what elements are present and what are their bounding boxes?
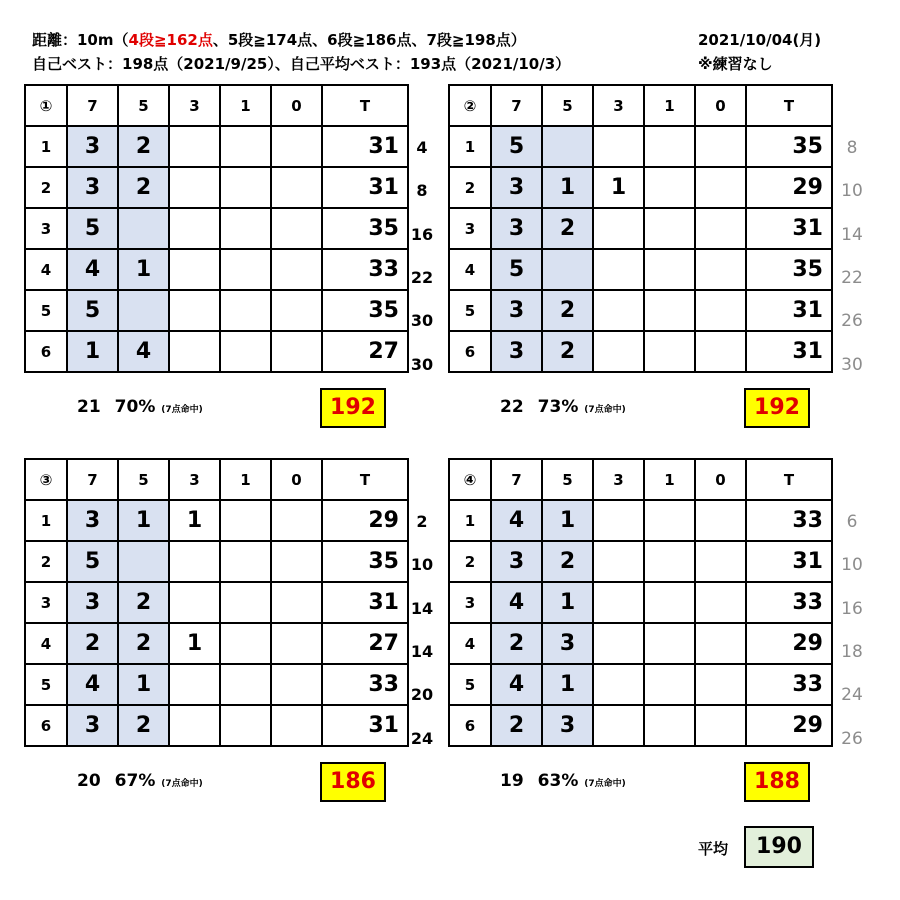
table-row <box>449 331 832 372</box>
end-total: 29 <box>746 167 832 208</box>
end-number: 1 <box>25 500 67 541</box>
end-total: 27 <box>322 331 408 372</box>
table-row <box>449 208 832 249</box>
column-header-3: 3 <box>169 459 220 500</box>
round-1-count7: 21 <box>77 397 101 417</box>
count-cell-c3 <box>169 331 220 372</box>
count-cell-c1 <box>220 167 271 208</box>
end-total: 31 <box>746 208 832 249</box>
round-2-label: ② <box>449 85 491 126</box>
column-header-7: 7 <box>67 85 118 126</box>
table-row <box>25 623 408 664</box>
end-total: 35 <box>322 290 408 331</box>
count-cell-c0 <box>695 290 746 331</box>
round-1-pct: 70% <box>114 397 156 417</box>
count-cell-c0 <box>271 290 322 331</box>
cumulative-value: 22 <box>410 267 434 287</box>
count-cell-c0 <box>271 623 322 664</box>
count-cell-c3 <box>593 541 644 582</box>
count-cell-c1 <box>644 331 695 372</box>
column-header-total: T <box>746 459 832 500</box>
count-cell-c5 <box>542 126 593 167</box>
round-1-table <box>24 84 409 373</box>
cumulative-value: 10 <box>841 555 863 576</box>
end-total: 33 <box>322 249 408 290</box>
round-1-stats <box>77 397 203 417</box>
end-total: 31 <box>746 290 832 331</box>
cumulative-value: 10 <box>841 181 863 202</box>
count-cell-c1 <box>220 582 271 623</box>
count-cell-c3 <box>593 290 644 331</box>
column-header-0: 0 <box>271 85 322 126</box>
cumulative-value: 14 <box>841 224 863 245</box>
count-cell-c5: 1 <box>542 664 593 705</box>
table-row <box>449 541 832 582</box>
column-header-total: T <box>322 85 408 126</box>
column-header-5: 5 <box>542 85 593 126</box>
end-total: 31 <box>322 126 408 167</box>
end-total: 31 <box>746 541 832 582</box>
end-number: 4 <box>449 249 491 290</box>
column-header-5: 5 <box>118 459 169 500</box>
column-header-1: 1 <box>644 85 695 126</box>
count-cell-c1 <box>644 249 695 290</box>
count-cell-c0 <box>695 249 746 290</box>
round-3-stats <box>77 771 203 791</box>
count-cell-c5: 2 <box>542 331 593 372</box>
count-cell-c3 <box>169 290 220 331</box>
count-cell-c3 <box>593 705 644 746</box>
end-number: 2 <box>449 541 491 582</box>
column-header-1: 1 <box>644 459 695 500</box>
table-row <box>449 126 832 167</box>
end-number: 5 <box>25 664 67 705</box>
count-cell-c1 <box>644 290 695 331</box>
cumulative-value: 24 <box>841 685 863 706</box>
round-4-pct-note: (7点命中) <box>584 779 626 789</box>
round-3-total: 186 <box>320 762 386 802</box>
cumulative-value: 26 <box>841 311 863 332</box>
cumulative-value: 16 <box>410 224 434 244</box>
table-row <box>449 249 832 290</box>
end-number: 6 <box>25 705 67 746</box>
distance-criteria <box>32 29 526 50</box>
count-cell-c3: 1 <box>169 623 220 664</box>
count-cell-c0 <box>271 582 322 623</box>
end-total: 29 <box>746 705 832 746</box>
end-total: 33 <box>322 664 408 705</box>
table-row <box>449 664 832 705</box>
round-3-pct-note: (7点命中) <box>161 779 203 789</box>
count-cell-c1 <box>220 664 271 705</box>
count-cell-c1 <box>220 208 271 249</box>
end-total: 33 <box>746 664 832 705</box>
count-cell-c0 <box>695 705 746 746</box>
table-row <box>25 331 408 372</box>
end-total: 31 <box>322 705 408 746</box>
cumulative-value: 24 <box>410 728 434 748</box>
cumulative-value: 30 <box>410 354 434 374</box>
count-cell-c3 <box>169 664 220 705</box>
end-number: 1 <box>449 500 491 541</box>
count-cell-c7: 3 <box>67 582 118 623</box>
end-total: 33 <box>746 582 832 623</box>
table-row <box>449 500 832 541</box>
count-cell-c0 <box>271 664 322 705</box>
count-cell-c5: 2 <box>118 582 169 623</box>
count-cell-c5: 2 <box>542 290 593 331</box>
count-cell-c7: 3 <box>491 208 542 249</box>
count-cell-c1 <box>220 290 271 331</box>
count-cell-c7: 1 <box>67 331 118 372</box>
count-cell-c0 <box>695 126 746 167</box>
count-cell-c0 <box>271 500 322 541</box>
count-cell-c1 <box>644 664 695 705</box>
end-number: 6 <box>25 331 67 372</box>
count-cell-c3 <box>169 705 220 746</box>
count-cell-c5: 1 <box>118 249 169 290</box>
count-cell-c7: 3 <box>491 290 542 331</box>
count-cell-c0 <box>695 664 746 705</box>
count-cell-c5 <box>542 249 593 290</box>
cumulative-value: 30 <box>410 311 434 331</box>
cumulative-value: 26 <box>841 728 863 749</box>
count-cell-c0 <box>271 167 322 208</box>
count-cell-c7: 5 <box>67 290 118 331</box>
count-cell-c3: 1 <box>593 167 644 208</box>
end-total: 35 <box>322 541 408 582</box>
round-3-count7: 20 <box>77 771 101 791</box>
average-label: 平均 <box>698 840 729 858</box>
count-cell-c1 <box>644 623 695 664</box>
round-2-pct-note: (7点命中) <box>584 405 626 415</box>
column-header-7: 7 <box>491 85 542 126</box>
count-cell-c1 <box>220 623 271 664</box>
table-row <box>25 500 408 541</box>
table-row <box>25 664 408 705</box>
round-1-label: ① <box>25 85 67 126</box>
count-cell-c0 <box>271 541 322 582</box>
count-cell-c5: 2 <box>118 126 169 167</box>
count-cell-c7: 4 <box>491 500 542 541</box>
count-cell-c3 <box>169 541 220 582</box>
end-number: 5 <box>25 290 67 331</box>
round-3-table <box>24 458 409 747</box>
cumulative-value: 16 <box>841 598 863 619</box>
count-cell-c5: 2 <box>118 623 169 664</box>
end-number: 1 <box>25 126 67 167</box>
round-2-count7: 22 <box>500 397 524 417</box>
end-number: 4 <box>25 249 67 290</box>
end-number: 2 <box>25 167 67 208</box>
cumulative-value: 2 <box>416 512 428 531</box>
count-cell-c5: 3 <box>542 623 593 664</box>
end-total: 29 <box>322 500 408 541</box>
count-cell-c5 <box>118 208 169 249</box>
count-cell-c1 <box>220 541 271 582</box>
count-cell-c1 <box>644 541 695 582</box>
column-header-7: 7 <box>491 459 542 500</box>
count-cell-c5: 2 <box>542 208 593 249</box>
count-cell-c5: 1 <box>542 582 593 623</box>
count-cell-c3 <box>593 582 644 623</box>
count-cell-c0 <box>695 582 746 623</box>
column-header-3: 3 <box>593 85 644 126</box>
end-total: 35 <box>746 126 832 167</box>
round-1-pct-note: (7点命中) <box>161 405 203 415</box>
end-number: 3 <box>449 208 491 249</box>
count-cell-c5 <box>118 541 169 582</box>
end-number: 1 <box>449 126 491 167</box>
cumulative-value: 8 <box>416 181 428 201</box>
count-cell-c1 <box>644 705 695 746</box>
end-number: 6 <box>449 331 491 372</box>
count-cell-c3 <box>593 208 644 249</box>
count-cell-c7: 3 <box>67 126 118 167</box>
count-cell-c7: 3 <box>491 541 542 582</box>
count-cell-c0 <box>695 208 746 249</box>
end-number: 4 <box>449 623 491 664</box>
table-row <box>25 208 408 249</box>
count-cell-c1 <box>220 331 271 372</box>
table-row <box>449 705 832 746</box>
round-4-pct: 63% <box>537 771 579 791</box>
end-number: 3 <box>25 582 67 623</box>
end-total: 31 <box>322 167 408 208</box>
table-row <box>449 167 832 208</box>
round-3-label: ③ <box>25 459 67 500</box>
end-total: 35 <box>322 208 408 249</box>
end-number: 3 <box>25 208 67 249</box>
count-cell-c7: 2 <box>67 623 118 664</box>
round-2-table <box>448 84 833 373</box>
cumulative-value: 30 <box>841 354 863 375</box>
end-total: 31 <box>746 331 832 372</box>
table-row <box>25 126 408 167</box>
count-cell-c3 <box>169 167 220 208</box>
round-4-table <box>448 458 833 747</box>
table-row <box>449 623 832 664</box>
round-1-total: 192 <box>320 388 386 428</box>
count-cell-c3 <box>593 249 644 290</box>
end-number: 6 <box>449 705 491 746</box>
round-2-stats <box>500 397 626 417</box>
count-cell-c7: 5 <box>67 541 118 582</box>
count-cell-c3 <box>169 249 220 290</box>
round-4-label: ④ <box>449 459 491 500</box>
end-number: 2 <box>449 167 491 208</box>
count-cell-c7: 4 <box>491 582 542 623</box>
end-number: 5 <box>449 664 491 705</box>
count-cell-c1 <box>220 500 271 541</box>
personal-best: 自己ベスト：198点（2021/9/25）、自己平均ベスト：193点（2021/10/3） <box>32 55 571 73</box>
column-header-7: 7 <box>67 459 118 500</box>
end-total: 33 <box>746 500 832 541</box>
dan4-threshold: 4段≧162点 <box>128 31 213 49</box>
count-cell-c0 <box>695 500 746 541</box>
column-header-0: 0 <box>271 459 322 500</box>
count-cell-c7: 4 <box>491 664 542 705</box>
count-cell-c7: 5 <box>491 249 542 290</box>
count-cell-c0 <box>695 331 746 372</box>
count-cell-c0 <box>271 249 322 290</box>
count-cell-c3: 1 <box>169 500 220 541</box>
count-cell-c0 <box>695 623 746 664</box>
count-cell-c3 <box>593 126 644 167</box>
end-number: 4 <box>25 623 67 664</box>
cumulative-value: 14 <box>410 641 434 661</box>
cumulative-value: 4 <box>416 138 428 157</box>
count-cell-c0 <box>271 705 322 746</box>
round-4-stats <box>500 771 626 791</box>
count-cell-c7: 3 <box>491 167 542 208</box>
count-cell-c1 <box>220 249 271 290</box>
count-cell-c7: 3 <box>67 705 118 746</box>
count-cell-c7: 4 <box>67 664 118 705</box>
count-cell-c5: 2 <box>118 705 169 746</box>
column-header-0: 0 <box>695 85 746 126</box>
count-cell-c3 <box>593 623 644 664</box>
count-cell-c1 <box>220 126 271 167</box>
count-cell-c3 <box>593 664 644 705</box>
round-2-pct: 73% <box>537 397 579 417</box>
table-row <box>449 582 832 623</box>
table-row <box>25 249 408 290</box>
count-cell-c1 <box>644 126 695 167</box>
count-cell-c1 <box>644 167 695 208</box>
count-cell-c0 <box>271 208 322 249</box>
count-cell-c7: 2 <box>491 705 542 746</box>
session-date: 2021/10/04(月) <box>698 31 822 49</box>
end-number: 2 <box>25 541 67 582</box>
cumulative-value: 14 <box>410 598 434 618</box>
column-header-0: 0 <box>695 459 746 500</box>
end-total: 27 <box>322 623 408 664</box>
count-cell-c1 <box>644 208 695 249</box>
cumulative-value: 8 <box>846 138 858 158</box>
count-cell-c7: 3 <box>491 331 542 372</box>
table-row <box>25 290 408 331</box>
count-cell-c5: 1 <box>118 500 169 541</box>
table-row <box>25 167 408 208</box>
count-cell-c0 <box>271 331 322 372</box>
count-cell-c5 <box>118 290 169 331</box>
count-cell-c0 <box>695 167 746 208</box>
count-cell-c1 <box>220 705 271 746</box>
count-cell-c7: 5 <box>67 208 118 249</box>
count-cell-c7: 3 <box>67 500 118 541</box>
count-cell-c5: 4 <box>118 331 169 372</box>
count-cell-c3 <box>169 208 220 249</box>
end-number: 5 <box>449 290 491 331</box>
end-total: 31 <box>322 582 408 623</box>
count-cell-c7: 4 <box>67 249 118 290</box>
table-row <box>25 582 408 623</box>
table-row <box>449 290 832 331</box>
end-total: 29 <box>746 623 832 664</box>
cumulative-value: 22 <box>841 267 863 288</box>
cumulative-value: 20 <box>410 685 434 705</box>
count-cell-c3 <box>169 582 220 623</box>
column-header-3: 3 <box>169 85 220 126</box>
practice-note: ※練習なし <box>698 55 773 73</box>
count-cell-c5: 2 <box>118 167 169 208</box>
count-cell-c3 <box>169 126 220 167</box>
count-cell-c1 <box>644 582 695 623</box>
count-cell-c3 <box>593 500 644 541</box>
count-cell-c5: 1 <box>542 500 593 541</box>
count-cell-c7: 2 <box>491 623 542 664</box>
round-3-pct: 67% <box>114 771 156 791</box>
table-row <box>25 541 408 582</box>
count-cell-c7: 3 <box>67 167 118 208</box>
count-cell-c0 <box>271 126 322 167</box>
end-number: 3 <box>449 582 491 623</box>
count-cell-c0 <box>695 541 746 582</box>
column-header-total: T <box>322 459 408 500</box>
cumulative-value: 18 <box>841 641 863 662</box>
count-cell-c3 <box>593 331 644 372</box>
round-4-total: 188 <box>744 762 810 802</box>
cumulative-value: 10 <box>410 555 434 575</box>
dan-thresholds: 、5段≧174点、6段≧186点、7段≧198点） <box>212 31 526 49</box>
column-header-1: 1 <box>220 85 271 126</box>
count-cell-c5: 3 <box>542 705 593 746</box>
cumulative-value: 6 <box>846 512 858 532</box>
column-header-5: 5 <box>118 85 169 126</box>
count-cell-c5: 1 <box>542 167 593 208</box>
count-cell-c5: 2 <box>542 541 593 582</box>
round-2-total: 192 <box>744 388 810 428</box>
count-cell-c5: 1 <box>118 664 169 705</box>
average-score: 190 <box>744 826 814 868</box>
round-4-count7: 19 <box>500 771 524 791</box>
distance-prefix: 距離：10m（ <box>32 31 129 49</box>
count-cell-c7: 5 <box>491 126 542 167</box>
table-row <box>25 705 408 746</box>
count-cell-c1 <box>644 500 695 541</box>
column-header-3: 3 <box>593 459 644 500</box>
column-header-5: 5 <box>542 459 593 500</box>
column-header-1: 1 <box>220 459 271 500</box>
column-header-total: T <box>746 85 832 126</box>
end-total: 35 <box>746 249 832 290</box>
